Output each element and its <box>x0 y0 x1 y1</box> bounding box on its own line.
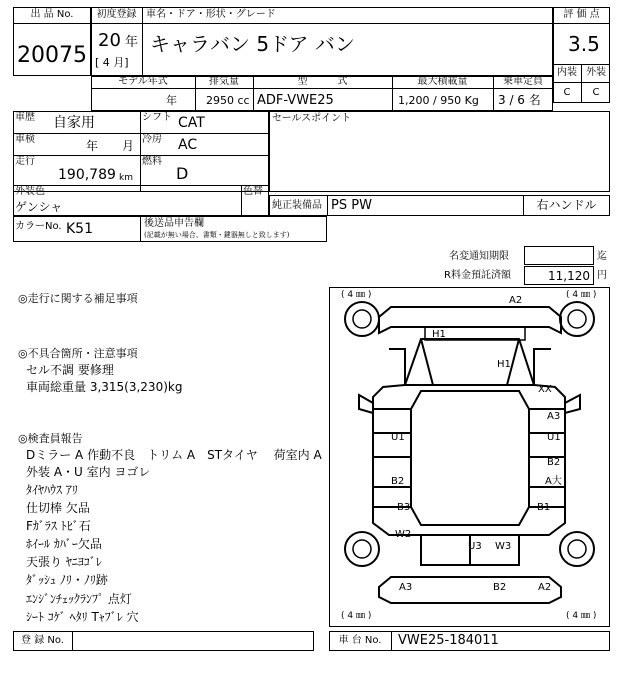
mark-b2-bottom: B2 <box>493 582 507 593</box>
recycle-label: R料金預託済額 <box>444 270 511 281</box>
inspector-line: ﾀﾞｯｼｭ ﾉﾘ・ﾉﾘ跡 <box>26 573 108 587</box>
inspector-line: Dミラー A 作動不良 トリム A STタイヤ 荷室内 A <box>26 448 322 462</box>
mark-a3-bottom: A3 <box>399 582 413 593</box>
post-docs-label: 後送品申告欄 <box>144 218 204 229</box>
inspector-line: ｼｰﾄ ｺｹﾞ ﾍﾀﾘ Tｬﾌﾞﾚ 穴 <box>26 610 139 624</box>
inspector-line: 天張り ﾔﾆﾖｺﾞﾚ <box>26 555 102 569</box>
interior-label: 内装 <box>557 67 577 78</box>
inspector-label: ◎検査員報告 <box>18 432 83 445</box>
max-load-label: 最大積載量 <box>417 76 468 87</box>
mark-xx: XX <box>538 384 552 395</box>
inspector-line: ﾀｲﾔﾊｳｽ ｱﾘ <box>26 483 78 497</box>
first-reg-label: 初度登録 <box>96 9 137 20</box>
inspector-line: Fｶﾞﾗｽ ﾄﾋﾞ石 <box>26 519 91 533</box>
defects-label: ◎不具合箇所・注意事項 <box>18 347 138 360</box>
mark-h1-hood: H1 <box>497 359 511 370</box>
mark-w2: W2 <box>395 529 412 540</box>
equipment-value: PS PW <box>331 198 372 213</box>
driving-notes-label: ◎走行に関する補足事項 <box>18 292 138 305</box>
equipment-label: 純正装備品 <box>272 200 322 211</box>
inspection-year: 年 <box>86 139 99 153</box>
vehicle-outline <box>329 287 610 627</box>
tire-rl-label: ( 4 ㎜ ) <box>341 611 372 621</box>
defect-line: セル不調 要修理 <box>26 363 114 377</box>
mark-a-dai: A大 <box>545 476 562 487</box>
first-reg-month: [ 4 月] <box>95 56 129 69</box>
defect-line: 車両総重量 3,315(3,230)kg <box>26 380 183 394</box>
displacement: 2950 cc <box>206 94 250 107</box>
name-change-label: 名変通知期限 <box>449 251 509 262</box>
history-label: 車歴 <box>15 112 35 123</box>
mark-b2-left: B2 <box>391 476 405 487</box>
history-value: 自家用 <box>53 115 95 131</box>
max-load: 1,200 / 950 Kg <box>398 94 479 107</box>
tire-fr-label: ( 4 ㎜ ) <box>566 290 597 300</box>
fuel-label: 燃料 <box>142 156 162 167</box>
exterior-label: 外装 <box>586 67 606 78</box>
shift-label: シフト <box>142 112 172 123</box>
handle-value: 右ハンドル <box>536 198 597 212</box>
mark-b2-right: B2 <box>547 457 561 468</box>
name-change-box <box>524 246 594 265</box>
registration-label: 登 録 No. <box>21 635 64 646</box>
car-info-label: 車名・ドア・形状・グレード <box>146 9 276 20</box>
mark-u1-left: U1 <box>391 432 405 443</box>
model-year-unit: 年 <box>166 94 177 107</box>
sales-point-label: セールスポイント <box>272 113 352 124</box>
displacement-label: 排気量 <box>209 76 239 87</box>
exterior-color-label: 外装色 <box>15 186 45 197</box>
mark-u3: U3 <box>468 541 482 552</box>
mileage-label: 走行 <box>15 156 35 167</box>
tire-rr-label: ( 4 ㎜ ) <box>566 611 597 621</box>
type-label: 型 式 <box>297 76 348 87</box>
color-no-label: カラーNo. <box>15 221 62 232</box>
aircon-label: 冷房 <box>142 134 162 145</box>
lot-no-label: 出 品 No. <box>30 9 74 20</box>
post-docs-note: (記載が無い場合、書類・鍵器無しと致します) <box>144 231 290 239</box>
mark-b3: B3 <box>397 502 411 513</box>
inspector-line: ﾎｲｰﾙ ｶﾊﾞｰ欠品 <box>26 537 102 551</box>
inspection-label: 車検 <box>15 134 35 145</box>
mark-a2-bottom: A2 <box>538 582 552 593</box>
color-no-value: K51 <box>66 221 93 237</box>
name-change-unit: 迄 <box>597 251 607 262</box>
car-name: キャラバン 5ドア バン <box>150 32 355 56</box>
interior-grade: C <box>563 87 571 98</box>
details-box <box>13 111 269 192</box>
inspector-line: 仕切棒 欠品 <box>26 501 90 515</box>
chassis-no: VWE25-184011 <box>398 633 499 648</box>
first-reg-year-unit: 年 <box>125 35 139 50</box>
color-change-label: 色替 <box>243 186 263 197</box>
exterior-grade: C <box>592 87 600 98</box>
tire-fl-label: ( 4 ㎜ ) <box>341 290 372 300</box>
rating-value: 3.5 <box>568 32 600 56</box>
mark-w3: W3 <box>495 541 512 552</box>
lot-no: 20075 <box>17 43 87 68</box>
inspection-month: 月 <box>122 139 135 153</box>
exterior-color-value: ゲンシャ <box>15 200 63 214</box>
mark-a2-top: A2 <box>509 295 523 306</box>
rating-label: 評 価 点 <box>563 9 600 20</box>
chassis-label: 車 台 No. <box>338 635 382 646</box>
inspector-line: 外装 A・U 室内 ヨゴレ <box>26 465 151 479</box>
shift-value: CAT <box>178 115 205 131</box>
type-value: ADF-VWE25 <box>257 93 334 108</box>
aircon-value: AC <box>178 137 198 153</box>
first-reg-year: 20 <box>98 30 121 51</box>
capacity-label: 乗車定員 <box>503 76 543 87</box>
capacity: 3 / 6 名 <box>498 93 541 107</box>
mark-h1-top: H1 <box>432 329 446 340</box>
recycle-unit: 円 <box>597 270 607 281</box>
mark-u1-right: U1 <box>547 432 561 443</box>
model-year-label: モデル年式 <box>118 76 168 87</box>
inspector-line: ｴﾝｼﾞﾝﾁｪｯｸﾗﾝﾌﾟ 点灯 <box>26 592 132 606</box>
mark-b1: B1 <box>537 502 551 513</box>
mileage-unit: km <box>119 173 133 183</box>
mark-a3-right: A3 <box>547 411 561 422</box>
recycle-amount: 11,120 <box>548 269 590 283</box>
fuel-value: D <box>176 164 189 183</box>
mileage-value: 190,789 <box>58 167 116 183</box>
